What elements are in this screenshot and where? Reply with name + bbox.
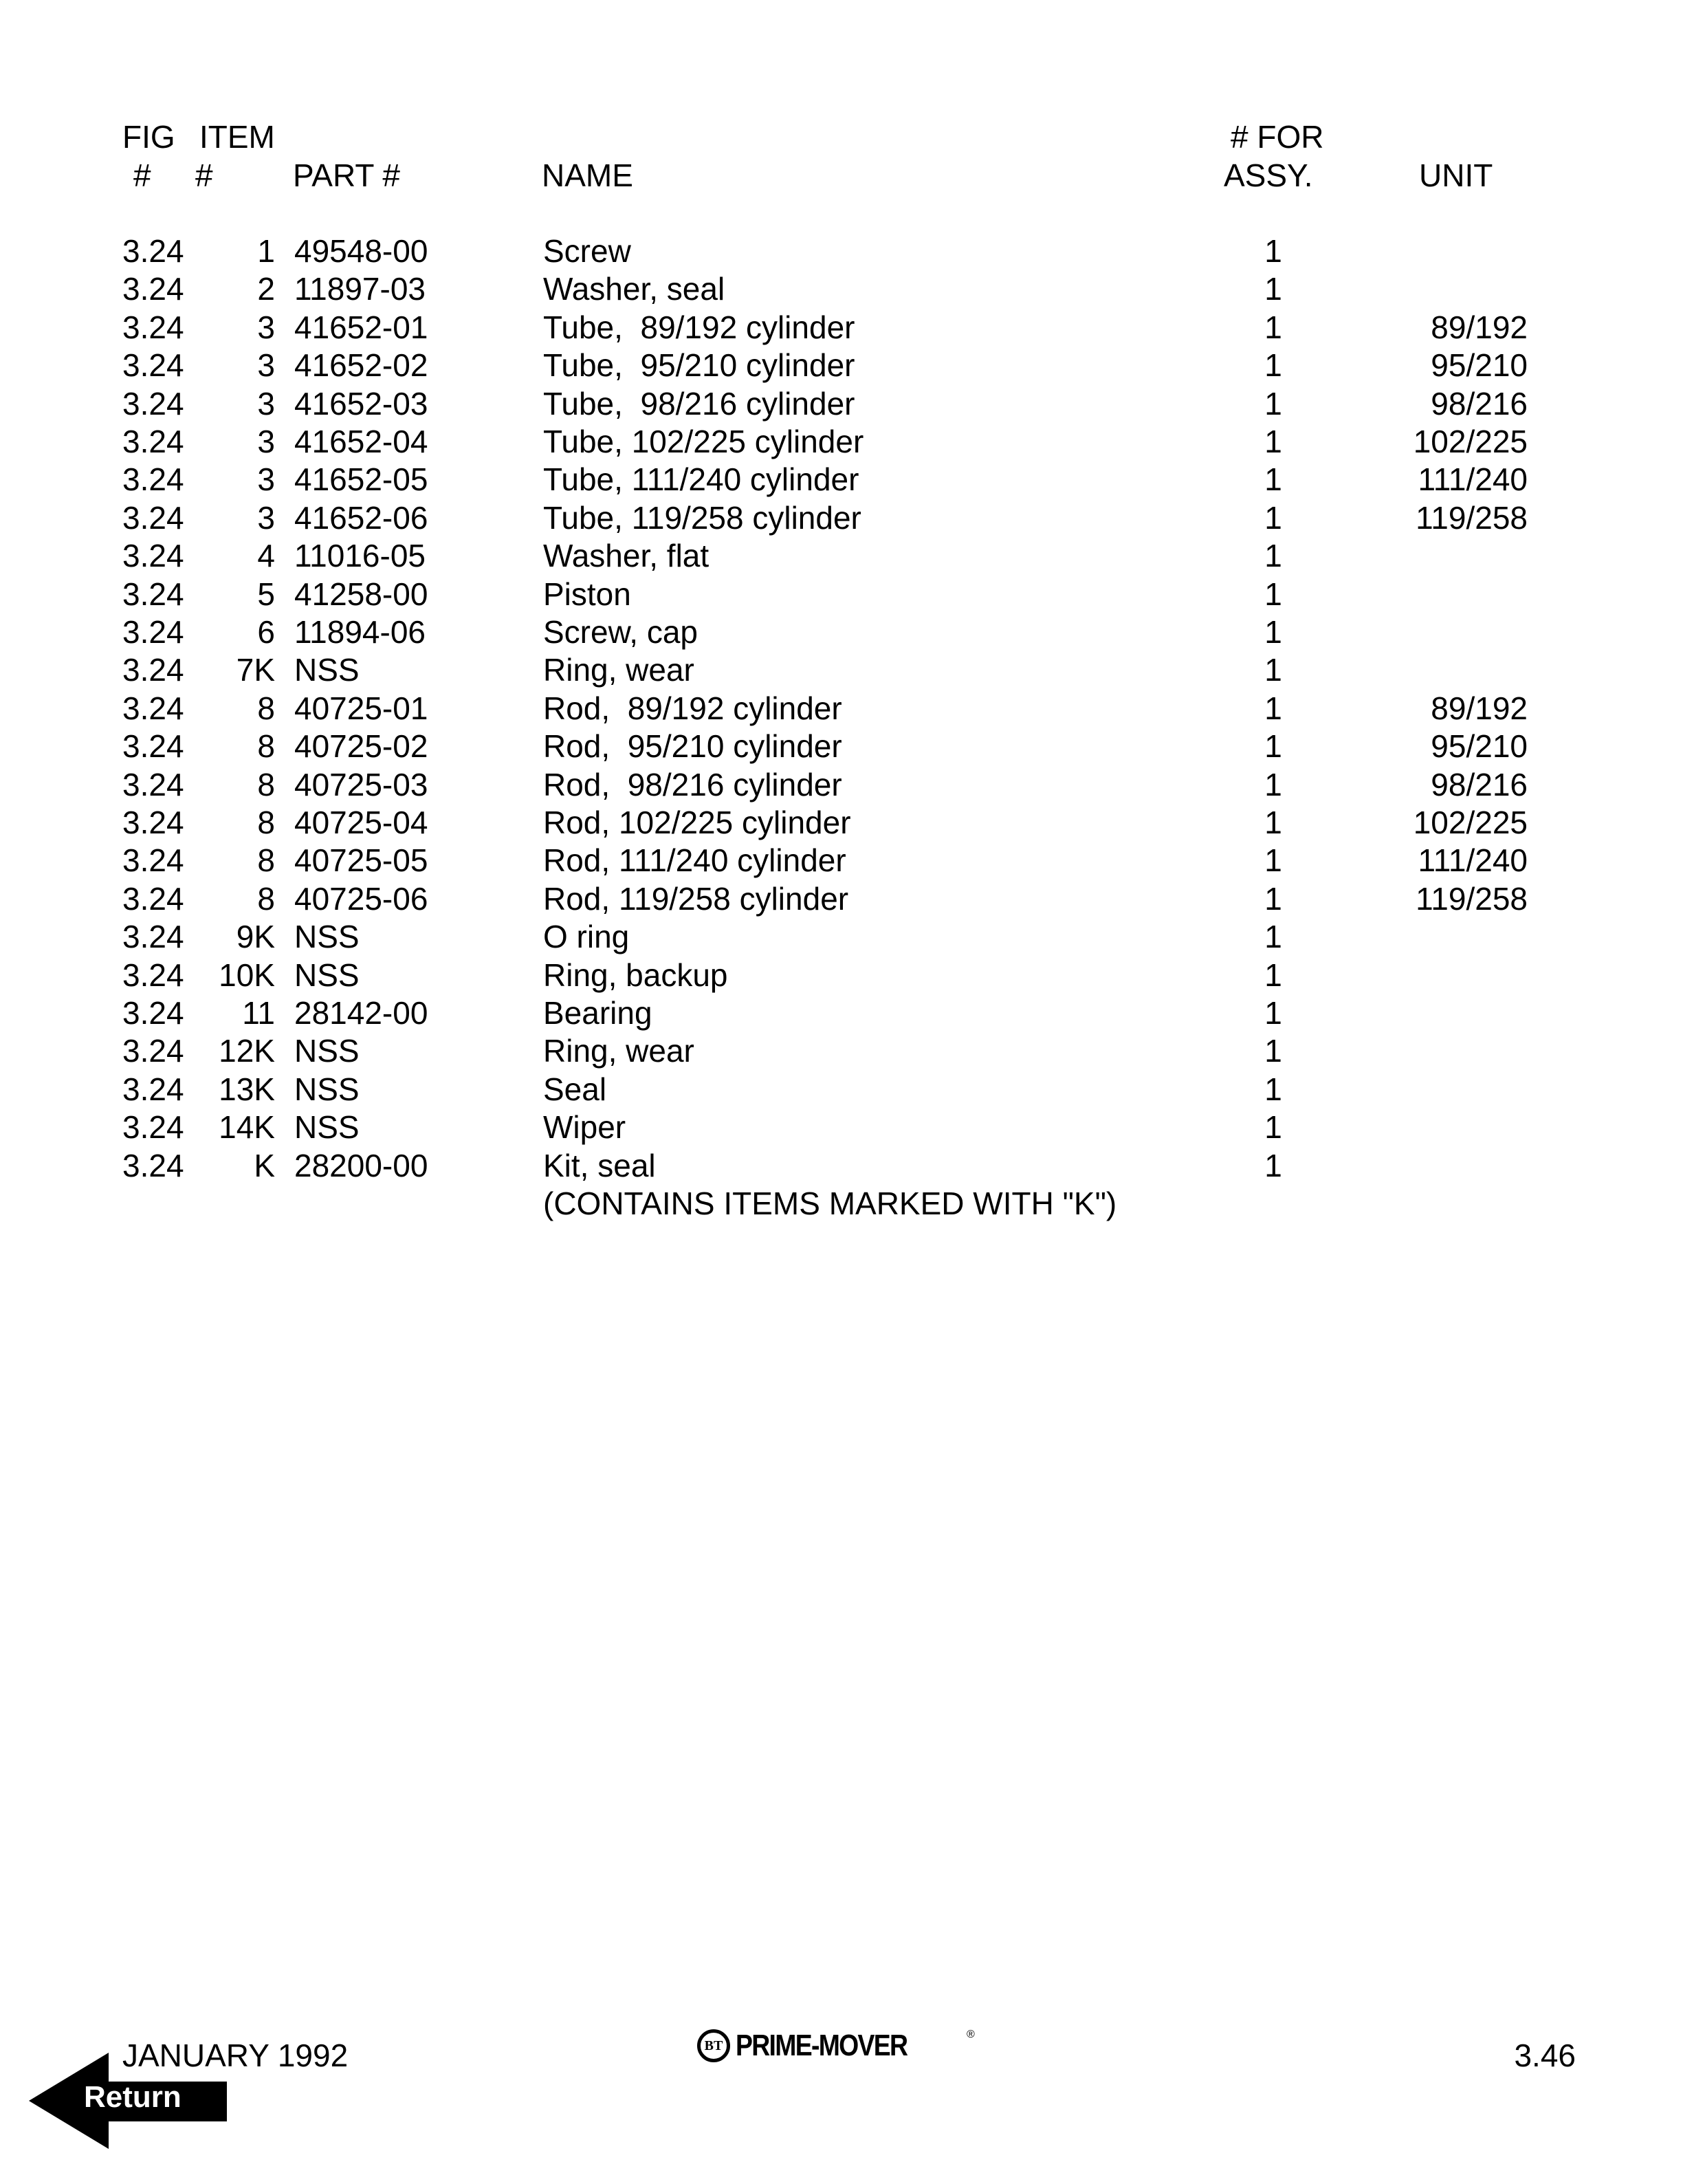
cell-unit: 95/210 bbox=[1431, 728, 1528, 765]
header-for-top: # FOR bbox=[1231, 119, 1324, 155]
cell-qty: 1 bbox=[1264, 499, 1282, 536]
cell-item: 11 bbox=[242, 995, 275, 1031]
header-fig-bottom: # bbox=[133, 157, 151, 193]
cell-part: 41652-01 bbox=[294, 309, 428, 345]
cell-unit: 119/258 bbox=[1416, 880, 1528, 917]
cell-name: Washer, flat bbox=[543, 538, 710, 574]
cell-fig: 3.24 bbox=[122, 652, 184, 688]
kit-note: (CONTAINS ITEMS MARKED WITH "K") bbox=[543, 1186, 1117, 1221]
table-row bbox=[0, 616, 1683, 655]
cell-fig: 3.24 bbox=[122, 690, 184, 726]
cell-fig: 3.24 bbox=[122, 842, 184, 879]
cell-item: 4 bbox=[257, 538, 275, 574]
table-row bbox=[0, 880, 1683, 921]
cell-part: NSS bbox=[294, 1033, 360, 1069]
page-number: 3.46 bbox=[1514, 2038, 1576, 2073]
cell-item: 3 bbox=[257, 424, 275, 459]
return-arrow-icon bbox=[28, 2053, 234, 2176]
cell-item: 10K bbox=[219, 957, 275, 993]
cell-part: 41652-06 bbox=[294, 499, 428, 536]
cell-part: 41652-03 bbox=[294, 385, 428, 422]
cell-part: 40725-06 bbox=[294, 880, 428, 917]
table-row bbox=[0, 921, 1683, 959]
cell-part: 41652-02 bbox=[294, 347, 428, 384]
cell-fig: 3.24 bbox=[122, 766, 184, 802]
table-row bbox=[0, 578, 1683, 617]
cell-name: Rod, 111/240 cylinder bbox=[543, 842, 846, 879]
cell-unit: 102/225 bbox=[1413, 805, 1528, 840]
cell-qty: 1 bbox=[1264, 538, 1282, 574]
cell-name: Piston bbox=[543, 576, 631, 612]
cell-name: Screw bbox=[543, 233, 631, 269]
cell-qty: 1 bbox=[1264, 919, 1282, 955]
cell-fig: 3.24 bbox=[122, 1109, 184, 1146]
cell-name: Rod, 89/192 cylinder bbox=[543, 690, 842, 726]
cell-name: Tube, 95/210 cylinder bbox=[543, 347, 855, 384]
header-fig-top: FIG bbox=[122, 119, 175, 155]
cell-fig: 3.24 bbox=[122, 919, 184, 955]
cell-part: 40725-01 bbox=[294, 690, 428, 726]
table-row bbox=[0, 1035, 1683, 1073]
table-row bbox=[0, 692, 1683, 731]
footer-date: JANUARY 1992 bbox=[122, 2038, 349, 2073]
cell-name: Bearing bbox=[543, 995, 652, 1031]
cell-part: 41258-00 bbox=[294, 576, 428, 612]
cell-qty: 1 bbox=[1264, 576, 1282, 612]
cell-name: O ring bbox=[543, 919, 630, 955]
cell-unit: 98/216 bbox=[1431, 385, 1528, 422]
cell-qty: 1 bbox=[1264, 1147, 1282, 1183]
cell-part: NSS bbox=[294, 957, 360, 993]
cell-name: Ring, wear bbox=[543, 1033, 694, 1069]
registered-icon: ® bbox=[967, 2029, 975, 2040]
table-row bbox=[0, 766, 1683, 807]
prime-mover-logo bbox=[697, 2029, 975, 2063]
table-row bbox=[0, 844, 1683, 883]
cell-part: 11016-05 bbox=[294, 538, 426, 574]
cell-name: Wiper bbox=[543, 1109, 626, 1146]
header-name: NAME bbox=[542, 157, 633, 193]
cell-part: 11894-06 bbox=[294, 614, 426, 650]
cell-item: 3 bbox=[257, 461, 275, 498]
table-row bbox=[0, 273, 1683, 312]
cell-fig: 3.24 bbox=[122, 233, 184, 269]
cell-part: NSS bbox=[294, 652, 360, 688]
cell-item: 8 bbox=[257, 842, 275, 879]
cell-name: Rod, 98/216 cylinder bbox=[543, 766, 842, 802]
table-row bbox=[0, 463, 1683, 502]
cell-part: 28200-00 bbox=[294, 1147, 428, 1183]
cell-item: 14K bbox=[219, 1109, 275, 1146]
cell-name: Rod, 95/210 cylinder bbox=[543, 728, 842, 765]
cell-item: 9K bbox=[236, 919, 275, 955]
table-row bbox=[0, 1073, 1683, 1112]
cell-item: 3 bbox=[257, 347, 275, 384]
return-label: Return bbox=[84, 2080, 182, 2114]
cell-item: 13K bbox=[219, 1071, 275, 1107]
table-row bbox=[0, 1111, 1683, 1150]
table-row bbox=[0, 1147, 1683, 1188]
table-row bbox=[0, 309, 1683, 350]
cell-qty: 1 bbox=[1264, 766, 1282, 802]
header-item-top: ITEM bbox=[199, 119, 275, 155]
cell-qty: 1 bbox=[1264, 271, 1282, 307]
table-row bbox=[0, 235, 1683, 274]
cell-qty: 1 bbox=[1264, 957, 1282, 993]
cell-qty: 1 bbox=[1264, 728, 1282, 765]
cell-unit: 95/210 bbox=[1431, 347, 1528, 384]
table-row bbox=[0, 499, 1683, 540]
cell-unit: 89/192 bbox=[1431, 309, 1528, 345]
cell-name: Tube, 111/240 cylinder bbox=[543, 461, 859, 498]
cell-item: 8 bbox=[257, 728, 275, 765]
table-row bbox=[0, 730, 1683, 769]
cell-part: NSS bbox=[294, 1109, 360, 1146]
cell-name: Tube, 102/225 cylinder bbox=[543, 424, 864, 459]
cell-fig: 3.24 bbox=[122, 347, 184, 384]
cell-fig: 3.24 bbox=[122, 576, 184, 612]
table-row bbox=[0, 959, 1683, 998]
table-row bbox=[0, 540, 1683, 578]
cell-item: 7K bbox=[236, 652, 275, 688]
cell-part: NSS bbox=[294, 1071, 360, 1107]
cell-fig: 3.24 bbox=[122, 1147, 184, 1183]
return-button[interactable] bbox=[28, 2053, 234, 2176]
table-row bbox=[0, 385, 1683, 426]
cell-fig: 3.24 bbox=[122, 880, 184, 917]
cell-item: 8 bbox=[257, 880, 275, 917]
cell-fig: 3.24 bbox=[122, 1033, 184, 1069]
cell-qty: 1 bbox=[1264, 880, 1282, 917]
cell-name: Rod, 119/258 cylinder bbox=[543, 880, 849, 917]
table-row bbox=[0, 807, 1683, 845]
cell-item: 8 bbox=[257, 690, 275, 726]
cell-name: Tube, 98/216 cylinder bbox=[543, 385, 855, 422]
cell-item: 3 bbox=[257, 385, 275, 422]
cell-fig: 3.24 bbox=[122, 499, 184, 536]
cell-part: 40725-04 bbox=[294, 805, 428, 840]
cell-name: Ring, wear bbox=[543, 652, 694, 688]
cell-item: 3 bbox=[257, 309, 275, 345]
cell-fig: 3.24 bbox=[122, 385, 184, 422]
cell-name: Washer, seal bbox=[543, 271, 725, 307]
cell-qty: 1 bbox=[1264, 805, 1282, 840]
cell-item: K bbox=[254, 1147, 275, 1183]
cell-qty: 1 bbox=[1264, 347, 1282, 384]
header-unit: UNIT bbox=[1419, 157, 1493, 193]
cell-fig: 3.24 bbox=[122, 728, 184, 765]
cell-qty: 1 bbox=[1264, 652, 1282, 688]
cell-qty: 1 bbox=[1264, 614, 1282, 650]
cell-unit: 111/240 bbox=[1418, 842, 1528, 879]
cell-item: 5 bbox=[257, 576, 275, 612]
cell-item: 8 bbox=[257, 805, 275, 840]
cell-qty: 1 bbox=[1264, 424, 1282, 459]
cell-name: Kit, seal bbox=[543, 1147, 656, 1183]
cell-unit: 111/240 bbox=[1418, 461, 1528, 498]
logo-text: PRIME-MOVER bbox=[736, 2029, 908, 2062]
cell-part: 40725-05 bbox=[294, 842, 428, 879]
cell-item: 3 bbox=[257, 499, 275, 536]
logo-mark-icon: BT bbox=[697, 2029, 730, 2062]
header-item-bottom: # bbox=[195, 157, 213, 193]
cell-part: NSS bbox=[294, 919, 360, 955]
cell-item: 8 bbox=[257, 766, 275, 802]
cell-fig: 3.24 bbox=[122, 461, 184, 498]
cell-qty: 1 bbox=[1264, 385, 1282, 422]
table-row bbox=[0, 426, 1683, 464]
cell-part: 41652-05 bbox=[294, 461, 428, 498]
cell-qty: 1 bbox=[1264, 461, 1282, 498]
cell-qty: 1 bbox=[1264, 309, 1282, 345]
cell-unit: 89/192 bbox=[1431, 690, 1528, 726]
cell-name: Screw, cap bbox=[543, 614, 698, 650]
cell-item: 6 bbox=[257, 614, 275, 650]
cell-name: Rod, 102/225 cylinder bbox=[543, 805, 851, 840]
cell-fig: 3.24 bbox=[122, 271, 184, 307]
cell-qty: 1 bbox=[1264, 842, 1282, 879]
cell-fig: 3.24 bbox=[122, 1071, 184, 1107]
cell-qty: 1 bbox=[1264, 1033, 1282, 1069]
cell-qty: 1 bbox=[1264, 233, 1282, 269]
cell-name: Seal bbox=[543, 1071, 607, 1107]
cell-part: 49548-00 bbox=[294, 233, 428, 269]
cell-qty: 1 bbox=[1264, 690, 1282, 726]
cell-fig: 3.24 bbox=[122, 614, 184, 650]
cell-fig: 3.24 bbox=[122, 995, 184, 1031]
cell-unit: 98/216 bbox=[1431, 766, 1528, 802]
table-row bbox=[0, 654, 1683, 692]
cell-item: 2 bbox=[257, 271, 275, 307]
cell-qty: 1 bbox=[1264, 995, 1282, 1031]
cell-part: 28142-00 bbox=[294, 995, 428, 1031]
cell-unit: 102/225 bbox=[1413, 424, 1528, 459]
cell-part: 11897-03 bbox=[294, 271, 426, 307]
cell-fig: 3.24 bbox=[122, 424, 184, 459]
table-row bbox=[0, 349, 1683, 388]
cell-fig: 3.24 bbox=[122, 957, 184, 993]
cell-part: 40725-02 bbox=[294, 728, 428, 765]
cell-qty: 1 bbox=[1264, 1109, 1282, 1146]
cell-name: Ring, backup bbox=[543, 957, 728, 993]
cell-name: Tube, 89/192 cylinder bbox=[543, 309, 855, 345]
cell-part: 40725-03 bbox=[294, 766, 428, 802]
header-assy: ASSY. bbox=[1224, 157, 1313, 193]
cell-part: 41652-04 bbox=[294, 424, 428, 459]
cell-item: 12K bbox=[219, 1033, 275, 1069]
cell-unit: 119/258 bbox=[1416, 499, 1528, 536]
cell-qty: 1 bbox=[1264, 1071, 1282, 1107]
table-row bbox=[0, 997, 1683, 1036]
header-part: PART # bbox=[293, 157, 400, 193]
cell-fig: 3.24 bbox=[122, 309, 184, 345]
cell-item: 1 bbox=[257, 233, 275, 269]
cell-fig: 3.24 bbox=[122, 538, 184, 574]
cell-fig: 3.24 bbox=[122, 805, 184, 840]
cell-name: Tube, 119/258 cylinder bbox=[543, 499, 861, 536]
